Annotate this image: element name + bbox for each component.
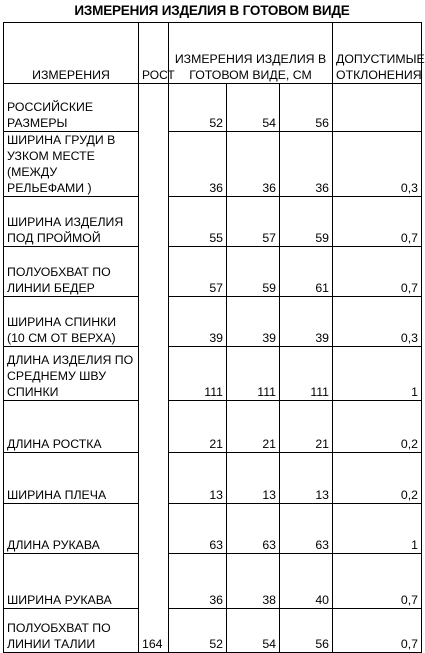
header-growth: РОСТ — [139, 23, 169, 84]
size-value: 63 — [227, 504, 280, 554]
table-row — [4, 132, 422, 197]
size-value: 21 — [169, 401, 227, 453]
growth-value: 164 — [139, 84, 169, 653]
size-value: 36 — [280, 132, 333, 197]
size-value: 57 — [227, 197, 280, 247]
table-row — [4, 401, 422, 453]
tolerance-value: 0,7 — [333, 247, 422, 297]
tolerance-value: 0,2 — [333, 453, 422, 504]
table-row — [4, 453, 422, 504]
size-value: 57 — [169, 247, 227, 297]
size-value: 59 — [227, 247, 280, 297]
tolerance-value: 0,7 — [333, 554, 422, 609]
row-label: РОССИЙСКИЕ РАЗМЕРЫ — [4, 84, 139, 132]
row-label: ДЛИНА ИЗДЕЛИЯ ПО СРЕДНЕМУ ШВУ СПИНКИ — [4, 347, 139, 401]
size-value: 63 — [280, 504, 333, 554]
table-row — [4, 84, 422, 132]
table-row — [4, 297, 422, 347]
header-tolerances: ДОПУСТИМЫЕ ОТКЛОНЕНИЯ — [333, 23, 422, 84]
page-title: ИЗМЕРЕНИЯ ИЗДЕЛИЯ В ГОТОВОМ ВИДЕ — [74, 3, 350, 18]
size-value: 111 — [169, 347, 227, 401]
size-value: 13 — [227, 453, 280, 504]
measurements-table — [3, 22, 425, 653]
table-row — [4, 504, 422, 554]
tolerance-value: 1 — [333, 347, 422, 401]
size-value: 21 — [227, 401, 280, 453]
size-value: 52 — [169, 609, 227, 653]
size-value: 40 — [280, 554, 333, 609]
row-label: ПОЛУОБХВАТ ПО ЛИНИИ ТАЛИИ — [4, 609, 139, 653]
tolerance-value: 0,3 — [333, 132, 422, 197]
table-row — [4, 247, 422, 297]
table-row — [4, 554, 422, 609]
table-row — [4, 347, 422, 401]
tolerance-value: 0,7 — [333, 609, 422, 653]
size-value: 54 — [227, 84, 280, 132]
row-label: ШИРИНА ИЗДЕЛИЯ ПОД ПРОЙМОЙ — [4, 197, 139, 247]
row-label: ШИРИНА СПИНКИ (10 СМ ОТ ВЕРХА) — [4, 297, 139, 347]
header-row — [4, 23, 422, 84]
size-value: 52 — [169, 84, 227, 132]
size-value: 13 — [280, 453, 333, 504]
row-label: ДЛИНА РУКАВА — [4, 504, 139, 554]
size-value: 36 — [169, 554, 227, 609]
size-value: 36 — [227, 132, 280, 197]
size-value: 39 — [280, 297, 333, 347]
size-value: 39 — [227, 297, 280, 347]
size-value: 55 — [169, 197, 227, 247]
tolerance-value: 0,7 — [333, 197, 422, 247]
size-value: 63 — [169, 504, 227, 554]
row-label: ДЛИНА РОСТКА — [4, 401, 139, 453]
size-value: 21 — [280, 401, 333, 453]
row-label: ПОЛУОБХВАТ ПО ЛИНИИ БЕДЕР — [4, 247, 139, 297]
size-value: 36 — [169, 132, 227, 197]
size-value: 54 — [227, 609, 280, 653]
header-measurements: ИЗМЕРЕНИЯ — [4, 23, 139, 84]
row-label: ШИРИНА ГРУДИ В УЗКОМ МЕСТЕ (МЕЖДУ РЕЛЬЕФАМИ ) — [4, 132, 139, 197]
header-finished-measurements: ИЗМЕРЕНИЯ ИЗДЕЛИЯ В ГОТОВОМ ВИДЕ, СМ — [169, 23, 333, 84]
size-value: 59 — [280, 197, 333, 247]
size-value: 56 — [280, 84, 333, 132]
size-value: 13 — [169, 453, 227, 504]
table-row — [4, 609, 422, 653]
table-row — [4, 197, 422, 247]
size-value: 61 — [280, 247, 333, 297]
tolerance-value: 0,2 — [333, 401, 422, 453]
size-value: 111 — [227, 347, 280, 401]
size-value: 38 — [227, 554, 280, 609]
tolerance-value: 0,3 — [333, 297, 422, 347]
size-value: 39 — [169, 297, 227, 347]
tolerance-value — [333, 84, 422, 132]
size-value: 111 — [280, 347, 333, 401]
tolerance-value: 1 — [333, 504, 422, 554]
row-label: ШИРИНА ПЛЕЧА — [4, 453, 139, 504]
size-value: 56 — [280, 609, 333, 653]
row-label: ШИРИНА РУКАВА — [4, 554, 139, 609]
